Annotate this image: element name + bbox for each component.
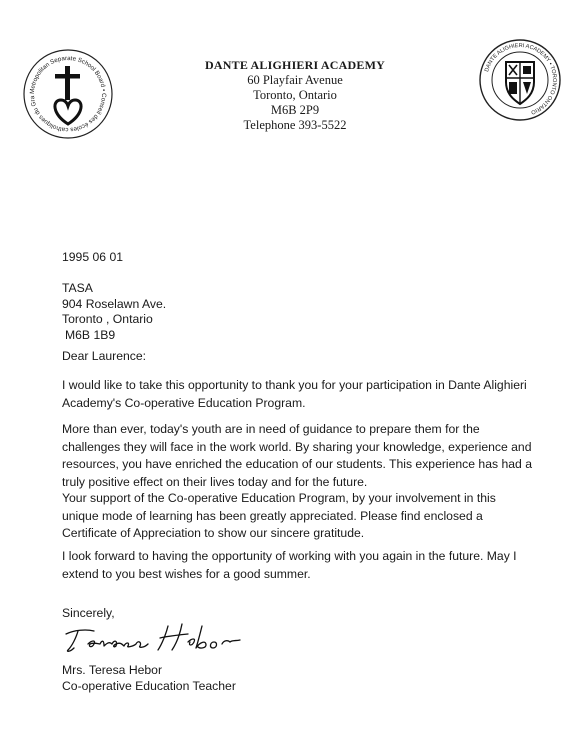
signer-name: Mrs. Teresa Hebor <box>62 663 163 677</box>
academy-crest-icon <box>478 38 562 122</box>
signer-title: Co-operative Education Teacher <box>62 679 236 693</box>
letter-date: 1995 06 01 <box>62 250 123 264</box>
recipient-line: M6B 1B9 <box>65 327 116 342</box>
school-telephone: Telephone 393-5522 <box>243 118 347 132</box>
salutation: Dear Laurence: <box>62 349 147 363</box>
seal-left-ring-text: Metropolitan Separate School Board • Conseil des écoles catholiques du Gra <box>28 54 108 134</box>
recipient-line: TASA <box>62 281 93 295</box>
body-paragraph: More than ever, today's youth are in need of guidance to prepare them for the challenges they will face in the work world. By sharing your knowledge, experience and resources, you have enriched the education of our students. This experience has had a truly positive effect on their lives today and for the future. <box>62 422 532 489</box>
school-name: DANTE ALIGHIERI ACADEMY <box>205 58 385 72</box>
recipient-address <box>62 280 166 342</box>
school-postal-code: M6B 2P9 <box>270 103 320 117</box>
closing: Sincerely, <box>62 606 115 620</box>
body-paragraph: I look forward to having the opportunity of working with you again in the future. May I extend to you best wishes for a good summer. <box>62 549 517 581</box>
body-paragraph: I would like to take this opportunity to thank you for your participation in Dante Alighieri Academy's Co-operative Education Program. <box>62 378 527 410</box>
body-paragraph: Your support of the Co-operative Education Program, by your involvement in this unique mode of learning has been greatly appreciated. Please find enclosed a Certificate of Appreciation to show our sincere gratitude. <box>62 491 496 540</box>
handwritten-signature <box>64 620 244 658</box>
school-city: Toronto, Ontario <box>253 88 337 102</box>
school-board-seal-icon <box>22 48 114 140</box>
signer-block <box>62 662 236 694</box>
letterhead <box>150 58 440 133</box>
recipient-line: Toronto , Ontario <box>62 312 153 326</box>
recipient-line: 904 Roselawn Ave. <box>62 296 167 311</box>
seal-right-ring-text: DANTE ALIGHIERI ACADEMY • TORONTO ONTARIO <box>484 42 558 115</box>
school-street: 60 Playfair Avenue <box>247 73 343 87</box>
